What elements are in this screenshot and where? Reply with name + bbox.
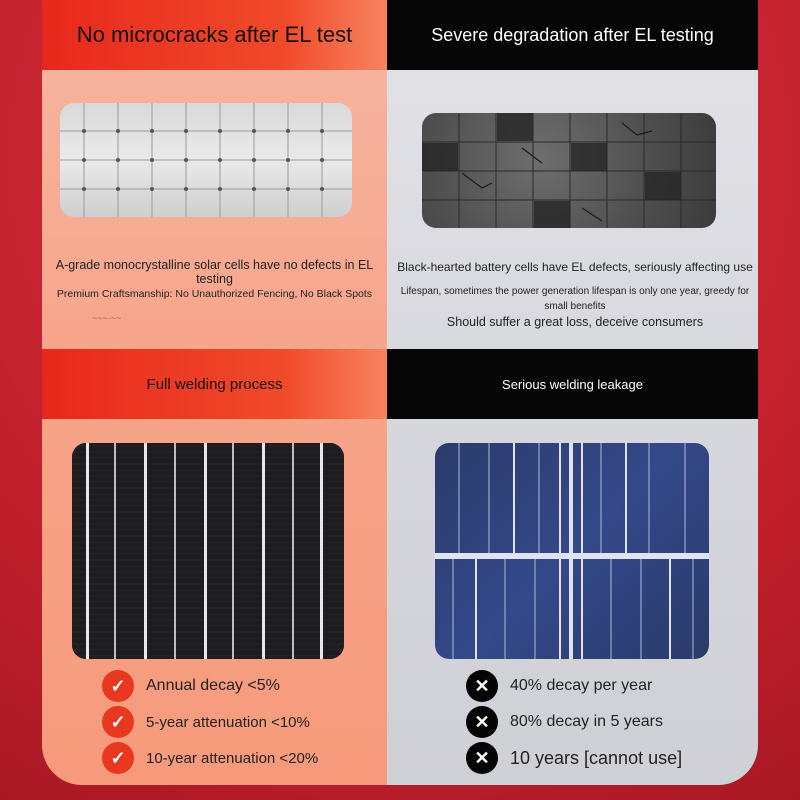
right-list-label: 40% decay per year	[510, 677, 653, 694]
right-description-tail: Should suffer a great loss, deceive consumers	[446, 315, 704, 329]
left-bottom-header	[42, 349, 387, 419]
full-welding-cell-image	[72, 443, 344, 659]
right-description-sub: Lifespan, sometimes the power generation lifespan is only one year, greedy for small benefits	[400, 286, 750, 312]
left-list-item	[102, 670, 280, 702]
left-list-item	[102, 706, 310, 738]
check-icon: ✓	[102, 742, 134, 774]
right-top-header-text: Severe degradation after EL testing	[431, 24, 714, 45]
right-list-item	[466, 742, 682, 774]
right-top-header	[387, 0, 758, 70]
left-top-header	[42, 0, 387, 70]
right-list-item	[466, 670, 652, 702]
left-list-label: Annual decay <5%	[146, 677, 280, 694]
el-test-bad-image	[422, 113, 716, 228]
left-description-main: A-grade monocrystalline solar cells have no defects in EL testing	[55, 258, 374, 286]
right-bottom-header	[387, 349, 758, 419]
welding-leakage-cell-image	[435, 443, 709, 659]
check-icon: ✓	[102, 706, 134, 738]
right-bottom-header-text: Serious welding leakage	[502, 376, 643, 392]
left-list-label: 10-year attenuation <20%	[146, 749, 319, 767]
right-list-item	[466, 706, 663, 738]
left-top-header-text: No microcracks after EL test	[76, 22, 353, 47]
cross-icon: ✕	[466, 742, 498, 774]
cross-icon: ✕	[466, 706, 498, 738]
right-description-main: Black-hearted battery cells have EL defects, seriously affecting use	[397, 260, 753, 274]
right-list-label: 10 years [cannot use]	[510, 747, 683, 768]
left-watermark-signature: ~~~·~~	[92, 313, 122, 323]
left-bottom-header-text: Full welding process	[146, 375, 283, 393]
left-list-label: 5-year attenuation <10%	[146, 713, 310, 731]
left-list-item	[102, 742, 318, 774]
right-list-label: 80% decay in 5 years	[510, 713, 663, 730]
comparison-card	[42, 0, 758, 785]
cross-icon: ✕	[466, 670, 498, 702]
left-description-sub: Premium Craftsmanship: No Unauthorized Fencing, No Black Spots	[56, 288, 373, 300]
el-test-good-image	[60, 103, 352, 217]
check-icon: ✓	[102, 670, 134, 702]
